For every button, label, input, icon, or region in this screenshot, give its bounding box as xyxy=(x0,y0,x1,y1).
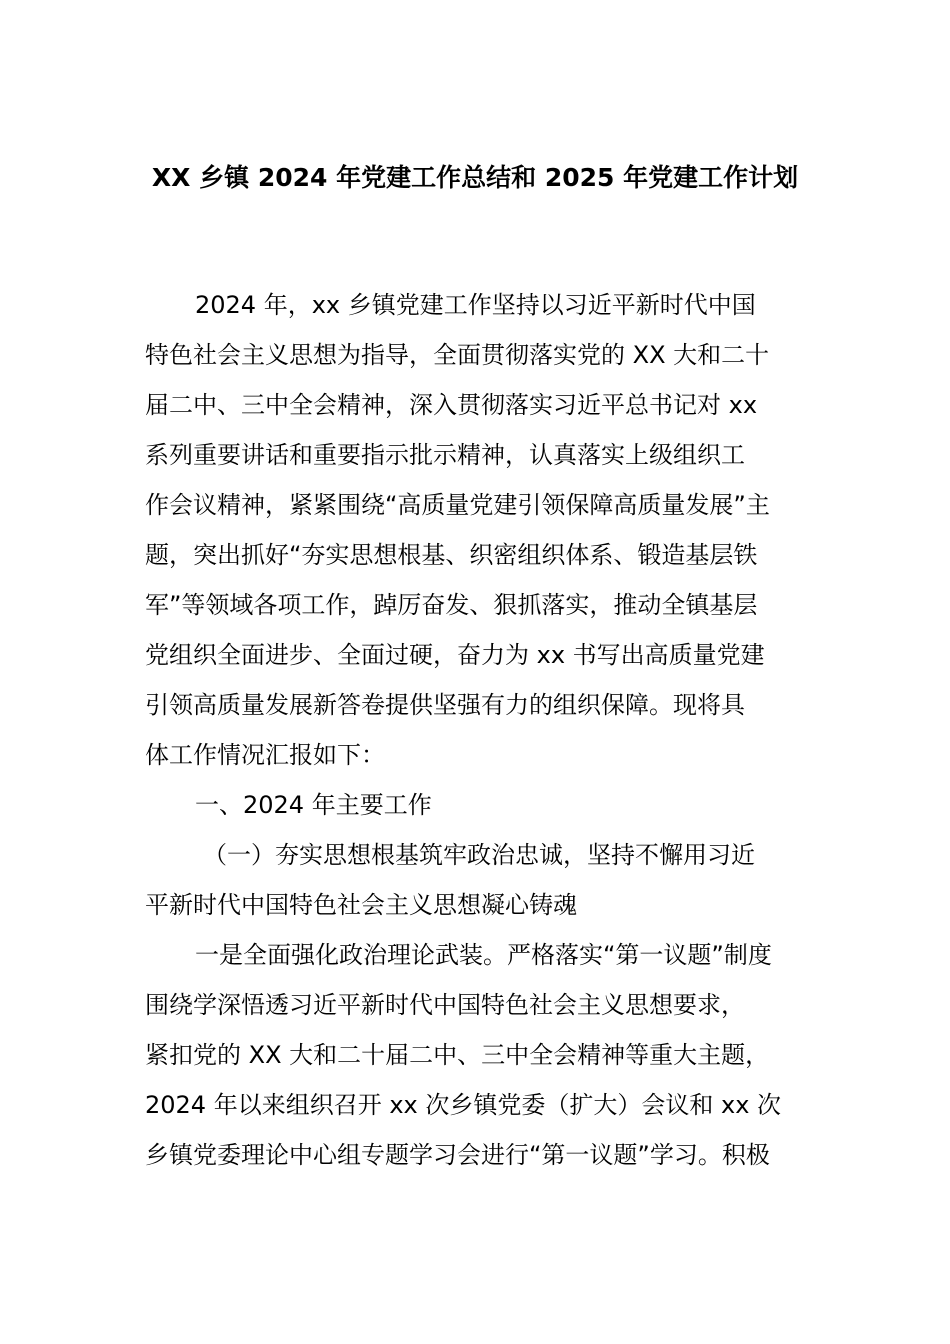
body-line: 特色社会主义思想为指导，全面贯彻落实党的 XX 大和二十 xyxy=(145,341,770,369)
body-line: 军”等领域各项工作，踔厉奋发、狠抓落实，推动全镇基层 xyxy=(145,591,758,619)
body-line: 2024 年以来组织召开 xx 次乡镇党委（扩大）会议和 xx 次 xyxy=(145,1091,782,1119)
body-line: 届二中、三中全会精神，深入贯彻落实习近平总书记对 xx xyxy=(145,391,758,419)
document-title: XX 乡镇 2024 年党建工作总结和 2025 年党建工作计划 xyxy=(151,163,799,192)
body-line: 2024 年，xx 乡镇党建工作坚持以习近平新时代中国 xyxy=(195,291,756,319)
body-line: 围绕学深悟透习近平新时代中国特色社会主义思想要求， xyxy=(145,991,745,1019)
body-line: 引领高质量发展新答卷提供坚强有力的组织保障。现将具 xyxy=(145,691,745,719)
body-line: 体工作情况汇报如下： xyxy=(145,741,385,769)
body-line: 一是全面强化政治理论武装。严格落实“第一议题”制度 xyxy=(195,941,772,969)
body-line: 系列重要讲话和重要指示批示精神，认真落实上级组织工 xyxy=(145,441,745,469)
body-line: 党组织全面进步、全面过硬，奋力为 xx 书写出高质量党建 xyxy=(145,641,765,669)
body-line: 乡镇党委理论中心组专题学习会进行“第一议题”学习。积极 xyxy=(145,1141,770,1169)
document-body xyxy=(145,280,835,1180)
section-heading: 一、2024 年主要工作 xyxy=(195,791,432,819)
body-line: 题，突出抓好“夯实思想根基、织密组织体系、锻造基层铁 xyxy=(145,541,758,569)
body-line: 作会议精神，紧紧围绕“高质量党建引领保障高质量发展”主 xyxy=(145,491,770,519)
subsection-heading-cont: 平新时代中国特色社会主义思想凝心铸魂 xyxy=(145,891,577,919)
body-line: 紧扣党的 XX 大和二十届二中、三中全会精神等重大主题， xyxy=(145,1041,770,1069)
subsection-heading: （一）夯实思想根基筑牢政治忠诚，坚持不懈用习近 xyxy=(203,841,755,869)
